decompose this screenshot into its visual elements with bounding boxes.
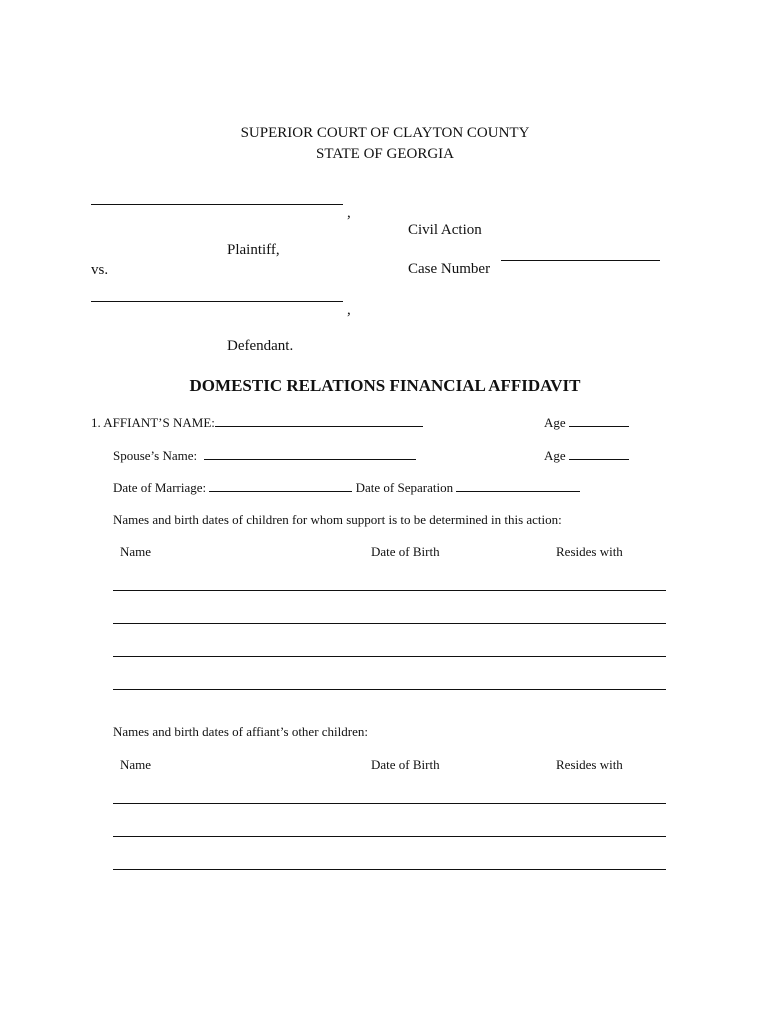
children-support-entry-line[interactable] (113, 689, 666, 690)
other-children-entry-line[interactable] (113, 836, 666, 837)
vs-label: vs. (91, 262, 109, 278)
affiant-name-field[interactable] (215, 414, 423, 427)
date-of-separation-field[interactable] (456, 479, 580, 492)
children-support-label: Names and birth dates of children for whom support is to be determined in this action: (113, 512, 562, 527)
children-support-entry-line[interactable] (113, 623, 666, 624)
children-support-entry-line[interactable] (113, 656, 666, 657)
civil-action-label: Civil Action (408, 222, 482, 238)
court-state: STATE OF GEORGIA (316, 146, 454, 162)
affiant-age-field[interactable] (569, 414, 629, 427)
date-of-marriage-field[interactable] (209, 479, 352, 492)
affiant-age-label: Age (544, 415, 566, 430)
children-col-dob: Date of Birth (371, 544, 440, 559)
case-number-line[interactable] (501, 260, 660, 261)
other-children-col-dob: Date of Birth (371, 757, 440, 772)
affiant-age-row (544, 414, 629, 431)
plaintiff-label: Plaintiff, (227, 242, 280, 258)
children-col-resides: Resides with (556, 544, 623, 559)
other-children-col-name: Name (120, 757, 152, 772)
plaintiff-comma: , (347, 205, 351, 221)
other-children-entry-line[interactable] (113, 803, 666, 804)
other-children-entry-line[interactable] (113, 869, 666, 870)
children-col-name: Name (120, 544, 152, 559)
affiant-name-row (91, 414, 423, 431)
defendant-comma: , (347, 302, 351, 318)
spouse-age-row (544, 447, 629, 464)
other-children-col-resides: Resides with (556, 757, 623, 772)
spouse-age-label: Age (544, 448, 566, 463)
marriage-separation-row (113, 479, 580, 496)
case-number-label: Case Number (408, 261, 491, 277)
other-children-label: Names and birth dates of affiant’s other children: (113, 724, 368, 739)
defendant-name-line[interactable] (91, 301, 343, 302)
spouse-name-label: Spouse’s Name: (113, 448, 198, 463)
affiant-name-label: 1. AFFIANT’S NAME: (91, 415, 215, 430)
spouse-name-field[interactable] (204, 447, 416, 460)
date-of-separation-label: Date of Separation (355, 480, 454, 495)
defendant-label: Defendant. (227, 338, 294, 354)
plaintiff-name-line[interactable] (91, 204, 343, 205)
spouse-age-field[interactable] (569, 447, 629, 460)
document-title: DOMESTIC RELATIONS FINANCIAL AFFIDAVIT (189, 376, 581, 395)
court-name: SUPERIOR COURT OF CLAYTON COUNTY (240, 125, 530, 141)
children-support-entry-line[interactable] (113, 590, 666, 591)
spouse-name-row (113, 447, 416, 464)
date-of-marriage-label: Date of Marriage: (113, 480, 207, 495)
